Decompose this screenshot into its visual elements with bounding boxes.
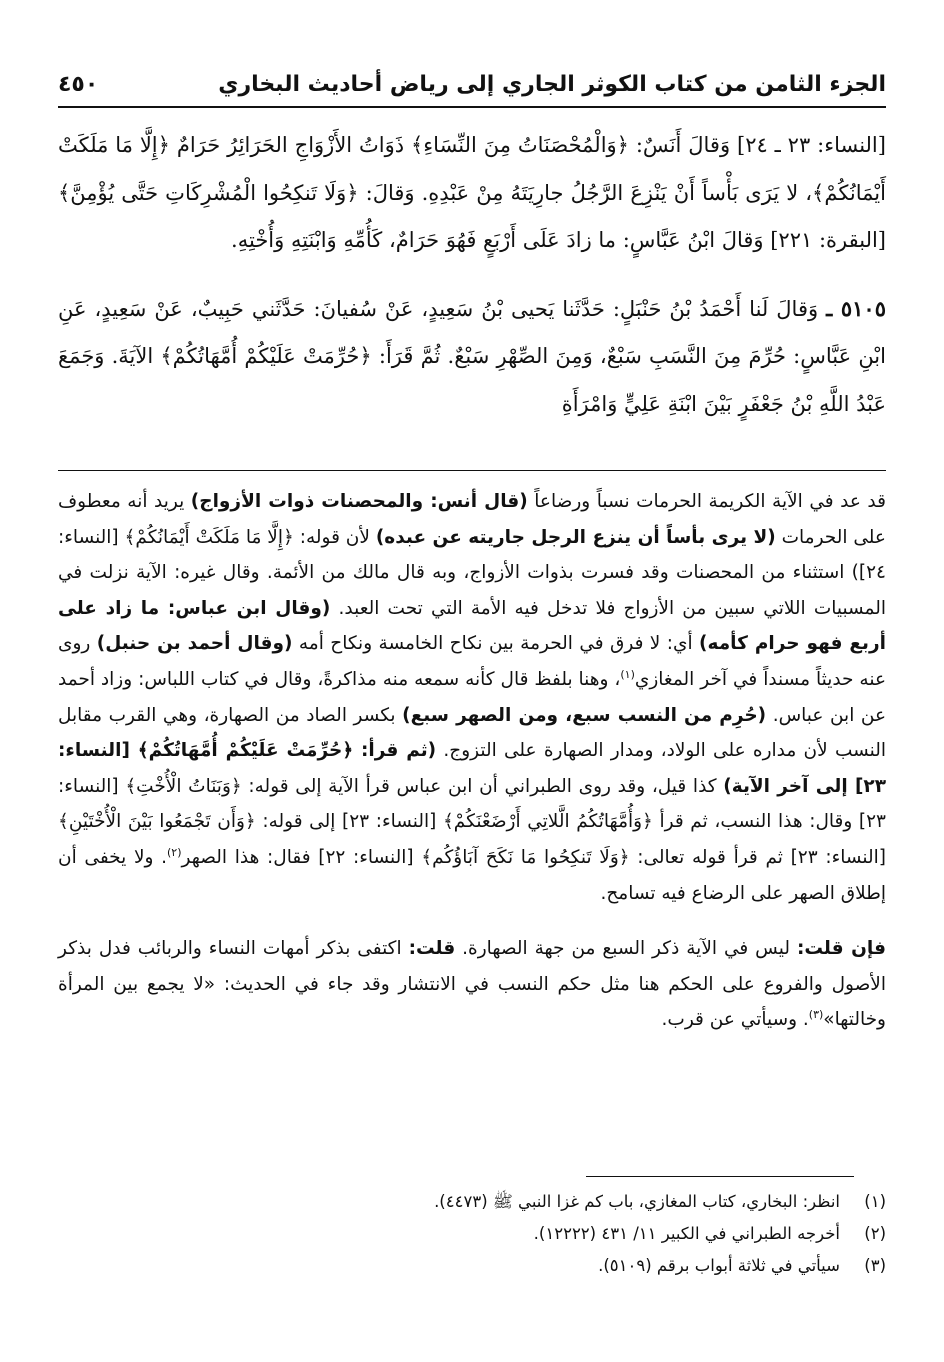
commentary-text: لأن قوله: ﴿إِلَّا مَا مَلَكَتْ أَيْمَانُكُمْ﴾ [النساء: ٢٤]) استثناء من المحصنات وقد فسرت بذوات الأزواج، وبه قال مالك من الأئمة. وقال غيره: الآية نزلت في المسبيات اللاتي سبين من الأزواج فلا تدخل فيه الأمة التي تحت العبد. xyxy=(58,526,887,619)
footnote-text: سيأتي في ثلاثة أبواب برقم (٥١٠٩). xyxy=(598,1256,840,1275)
commentary-paragraph xyxy=(58,484,886,911)
commentary-text: كذا قيل، وقد روى الطبراني أن ابن عباس قرأ الآية إلى قوله: ﴿وَبَنَاتُ الْأُخْتِ﴾ [النساء: ٢٣] وقال: هذا النسب، ثم قرأ ﴿وَأُمَّهَاتُكُمُ الَّلاتِي أَرْضَعْنَكُمْ﴾ [النساء: ٢٣] إلى قوله: ﴿وَأَن تَجْمَعُوا بَيْنَ الْأُخْتَيْنِ﴾ [النساء: ٢٣] ثم قرأ قوله تعالى: ﴿وَلَا تَنكِحُوا مَا نَكَحَ آبَاؤُكُم﴾ [النساء: ٢٢] فقال: هذا الصهر xyxy=(58,775,886,868)
quoted-text: (قال أنس: والمحصنات ذوات الأزواج) xyxy=(190,491,528,512)
footnote-text: أخرجه الطبراني في الكبير ١١/ ٤٣١ (١٢٢٢٢). xyxy=(533,1224,840,1243)
commentary-text: ليس في الآية ذكر السبع من جهة الصهارة. xyxy=(462,938,790,960)
quoted-text: قلت: xyxy=(408,938,456,960)
quoted-text: (وقال أحمد بن حنبل) xyxy=(96,633,293,655)
quoted-text: (وقال ابن عباس: ما زاد على أربع فهو حرام كأمه) xyxy=(58,597,886,655)
hadith-text xyxy=(58,122,886,428)
footnote-ref[interactable]: (١) xyxy=(620,667,635,681)
commentary-text: قد عد في الآية الكريمة الحرمات نسباً ورضاعاً xyxy=(534,491,886,512)
footnote xyxy=(58,1250,886,1282)
commentary-text: يريد أنه معطوف على الحرمات xyxy=(58,491,886,548)
running-header xyxy=(58,62,886,108)
hadith-paragraph: [النساء: ٢٣ ـ ٢٤] وَقالَ أَنَسٌ: ﴿وَالْمُحْصَنَاتُ مِنَ النِّسَاءِ﴾ ذَوَاتُ الأَزْوَاجِ الحَرَائِرُ حَرَامٌ ﴿إِلَّا مَا مَلَكَتْ أَيْمَانُكُمْ﴾، لا يَرَى بَأْساً أَنْ يَنْزِعَ الرَّجُلُ جارِيَتَهُ مِنْ عَبْدِهِ. وَقالَ: ﴿وَلَا تَنكِحُوا الْمُشْرِكَاتِ حَتَّى يُؤْمِنَّ﴾ [البقرة: ٢٢١] وَقالَ ابْنُ عَبَّاسٍ: ما زادَ عَلَى أَرْبَعٍ فَهُوَ حَرَامٌ، كَأُمِّهِ وَابْنَتِهِ وَأُخْتِهِ. xyxy=(58,133,886,252)
footnote-ref[interactable]: (٣) xyxy=(808,1008,824,1022)
book-title: الجزء الثامن من كتاب الكوثر الجاري إلى رياض أحاديث البخاري xyxy=(218,71,886,97)
commentary-paragraph xyxy=(58,931,886,1038)
page-number: ٤٥٠ xyxy=(58,71,99,97)
hadith-paragraph xyxy=(58,285,886,429)
commentary xyxy=(58,484,886,1038)
commentary-text: أي: لا فرق في الحرمة بين نكاح الخامسة ونكاح أمه xyxy=(298,633,693,655)
quoted-text: فإن قلت: xyxy=(796,938,886,960)
quoted-text: (لا يرى بأساً أن ينزع الرجل جاريته عن عبده) xyxy=(375,526,776,548)
commentary-text: بكسر الصاد من الصهارة، وهي القرب مقابل النسب لأن مداره على الولاد، ومدار الصهارة على التزوج. xyxy=(58,704,886,762)
commentary-text: . وسيأتي عن قرب. xyxy=(661,1009,809,1031)
footnote-number: (١) xyxy=(864,1192,886,1211)
footnote-ref[interactable]: (٢) xyxy=(167,845,182,859)
commentary-text: اكتفى بذكر أمهات النساء والربائب فدل بذكر الأصول والفروع على الحكم هنا مثل حكم النسب في الانتشار وقد جاء في الحديث: «لا يجمع بين المرأة وخالتها» xyxy=(58,938,886,1031)
commentary-text: . ولا يخفى أن إطلاق الصهر على الرضاع فيه تسامح. xyxy=(58,846,886,904)
quoted-text: (ثم قرأ: ﴿حُرِّمَتْ عَلَيْكُمْ أُمَّهَاتُكُمْ﴾ [النساء: ٢٣] إلى آخر الآية) xyxy=(58,740,886,797)
footnote-number: (٣) xyxy=(864,1256,886,1275)
footnote xyxy=(58,1186,886,1218)
commentary-text: روى عنه حديثاً مسنداً في آخر المغازي xyxy=(58,633,886,690)
quoted-text: (حُرِم من النسب سبع، ومن الصهر سبع) xyxy=(402,704,767,726)
footnote-text: انظر: البخاري، كتاب المغازي، باب كم غزا النبي ﷺ (٤٤٧٣). xyxy=(434,1192,840,1211)
footnote xyxy=(58,1218,886,1250)
commentary-text: ، وهنا بلفظ قال كأنه سمعه منه مذاكرةً، وقال في كتاب اللباس: وزاد أحمد عن ابن عباس. xyxy=(58,668,887,726)
footnote-rule xyxy=(586,1176,854,1177)
hadith-body: وَقالَ لَنا أَحْمَدُ بْنُ حَنْبَلٍ: حَدَّثَنا يَحيى بْنُ سَعِيدٍ، عَنْ سُفيانَ: حَدَّثَني حَبِيبٌ، عَنْ سَعِيدٍ، عَنِ ابْنِ عَبَّاسٍ: حُرِّمَ مِنَ النَّسَبِ سَبْعٌ، وَمِنَ الصِّهْرِ سَبْعٌ. ثُمَّ قَرَأَ: ﴿حُرِّمَتْ عَلَيْكُمْ أُمَّهَاتُكُمْ﴾ الآيَةَ. وَجَمَعَ عَبْدُ اللَّهِ بْنُ جَعْفَرٍ بَيْنَ ابْنَةِ عَلِيٍّ وَامْرَأَةِ xyxy=(58,296,886,416)
section-divider xyxy=(58,470,886,471)
hadith-number: ٥١٠٥ ـ xyxy=(826,295,886,321)
footnotes xyxy=(58,1186,886,1282)
footnote-number: (٢) xyxy=(864,1224,886,1243)
